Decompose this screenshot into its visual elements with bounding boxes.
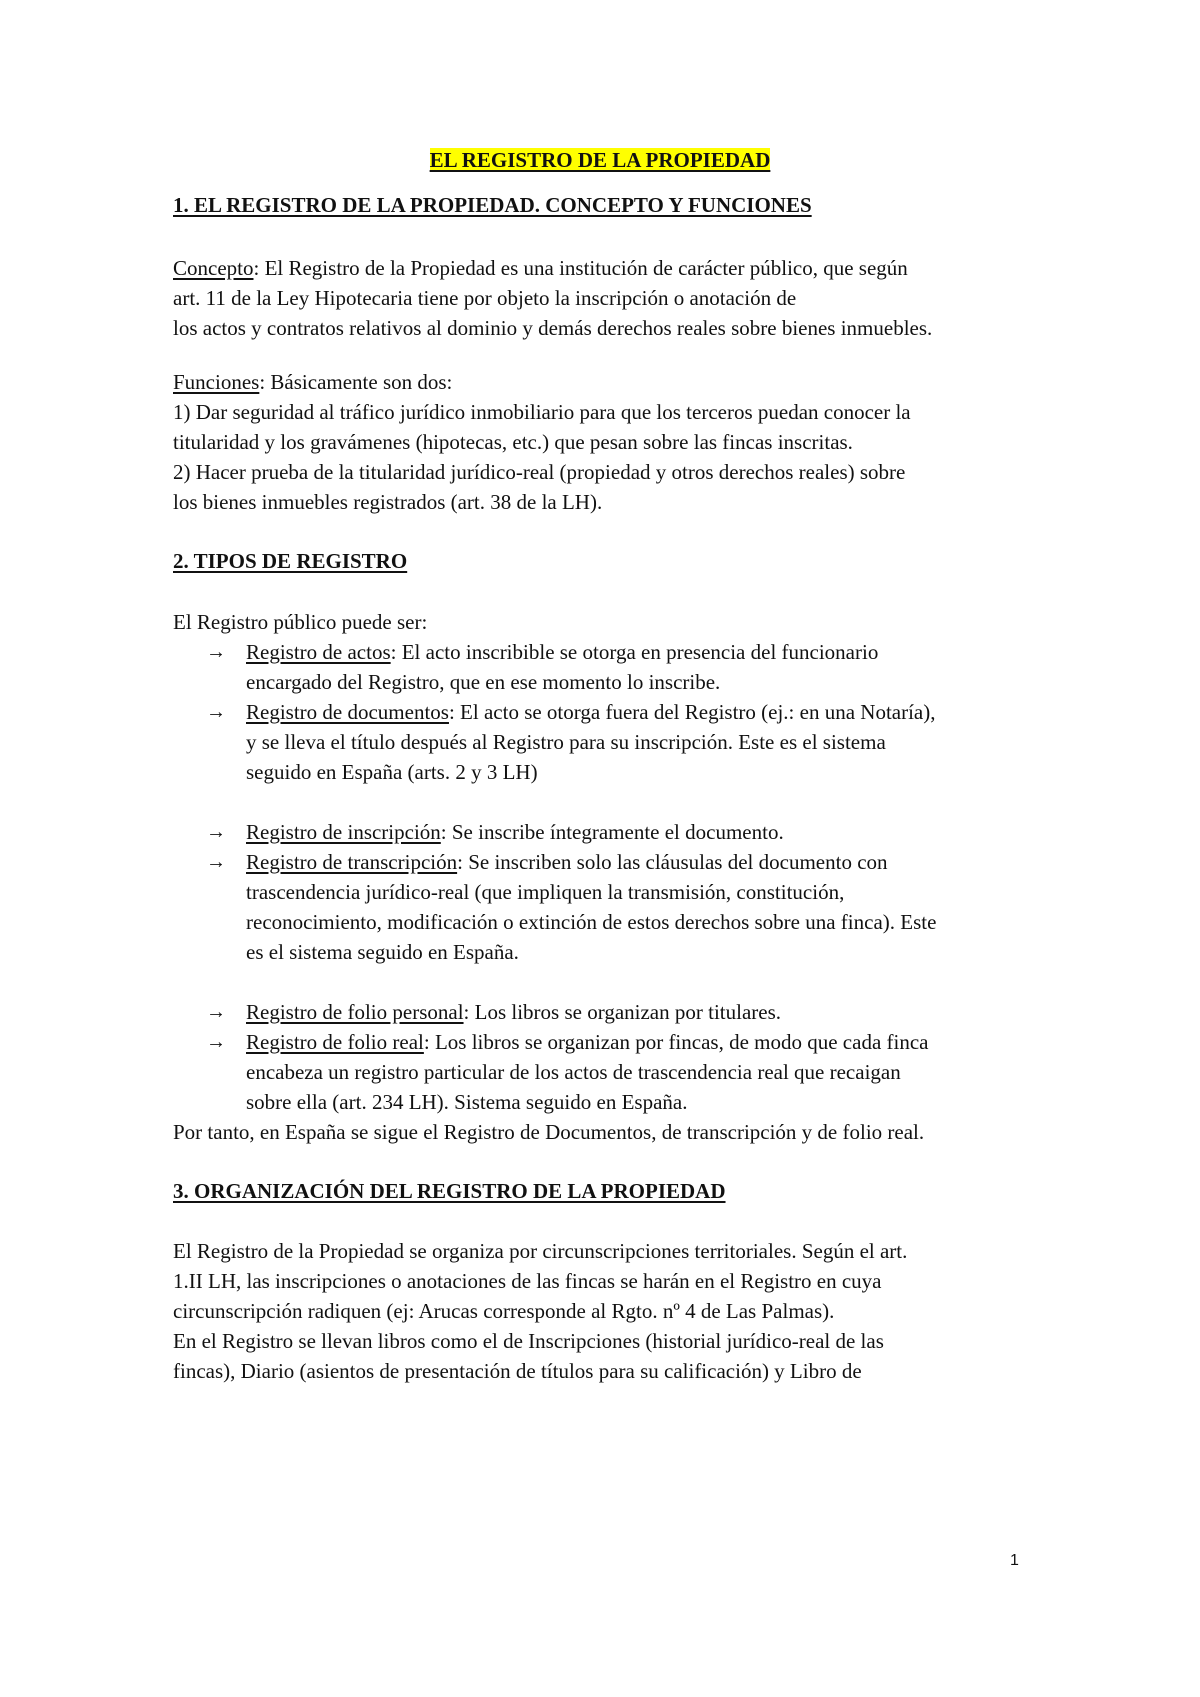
section-2-conclusion: Por tanto, en España se sigue el Registro de Documentos, de transcripción y de folio real. <box>173 1120 925 1144</box>
funciones-line-5: los bienes inmuebles registrados (art. 38 de la LH). <box>173 490 603 514</box>
arrow-icon: → <box>206 641 226 663</box>
concepto-label: Concepto <box>173 256 254 280</box>
document-title <box>0 145 1200 175</box>
section-3-heading: 3. ORGANIZACIÓN DEL REGISTRO DE LA PROPIEDAD <box>173 1179 726 1203</box>
section-3-line-5: fincas), Diario (asientos de presentación de títulos para su calificación) y Libro de <box>173 1359 862 1383</box>
concepto-line-3: los actos y contratos relativos al dominio y demás derechos reales sobre bienes inmuebles. <box>173 316 933 340</box>
item-continuation: trascendencia jurídico-real (que impliquen la transmisión, constitución, <box>246 880 845 904</box>
item-text: : Se inscribe íntegramente el documento. <box>440 820 784 844</box>
item-text: : El acto se otorga fuera del Registro (ej.: en una Notaría), <box>448 700 936 724</box>
section-3-line-2: 1.II LH, las inscripciones o anotaciones de las fincas se harán en el Registro en cuya <box>173 1269 882 1293</box>
item-label: Registro de actos <box>246 640 391 664</box>
item-text: : Los libros se organizan por titulares. <box>463 1000 782 1024</box>
funciones-line-1 <box>173 367 1036 397</box>
section-2-heading: 2. TIPOS DE REGISTRO <box>173 549 408 573</box>
concepto-line-1 <box>173 253 1036 283</box>
arrow-icon: → <box>206 821 226 843</box>
funciones-text: : Básicamente son dos: <box>259 370 453 394</box>
item-continuation: es el sistema seguido en España. <box>246 940 519 964</box>
item-label: Registro de inscripción <box>246 820 441 844</box>
item-continuation: sobre ella (art. 234 LH). Sistema seguido en España. <box>246 1090 688 1114</box>
item-label: Registro de folio personal <box>246 1000 464 1024</box>
list-item-registro-folio-personal <box>246 997 1036 1027</box>
arrow-icon: → <box>206 1031 226 1053</box>
section-2-intro: El Registro público puede ser: <box>173 610 428 634</box>
section-3-line-4: En el Registro se llevan libros como el de Inscripciones (historial jurídico-real de las <box>173 1329 884 1353</box>
list-item-registro-folio-real <box>246 1027 1036 1057</box>
concepto-line-2: art. 11 de la Ley Hipotecaria tiene por objeto la inscripción o anotación de <box>173 286 797 310</box>
funciones-line-2: 1) Dar seguridad al tráfico jurídico inmobiliario para que los terceros puedan conocer la <box>173 400 911 424</box>
section-1-heading: 1. EL REGISTRO DE LA PROPIEDAD. CONCEPTO Y FUNCIONES <box>173 193 812 217</box>
arrow-icon: → <box>206 701 226 723</box>
concepto-text: : El Registro de la Propiedad es una institución de carácter público, que según <box>253 256 908 280</box>
arrow-icon: → <box>206 1001 226 1023</box>
item-label: Registro de documentos <box>246 700 449 724</box>
item-continuation: y se lleva el título después al Registro para su inscripción. Este es el sistema <box>246 730 886 754</box>
item-text: : Los libros se organizan por fincas, de modo que cada finca <box>423 1030 929 1054</box>
funciones-line-3: titularidad y los gravámenes (hipotecas, etc.) que pesan sobre las fincas inscritas. <box>173 430 853 454</box>
list-item-registro-documentos <box>246 697 1036 727</box>
item-continuation: seguido en España (arts. 2 y 3 LH) <box>246 760 538 784</box>
item-continuation: encargado del Registro, que en ese momento lo inscribe. <box>246 670 721 694</box>
title-text: EL REGISTRO DE LA PROPIEDAD <box>429 148 771 172</box>
section-3-line-1: El Registro de la Propiedad se organiza por circunscripciones territoriales. Según el art. <box>173 1239 908 1263</box>
item-continuation: encabeza un registro particular de los actos de trascendencia real que recaigan <box>246 1060 901 1084</box>
funciones-line-4: 2) Hacer prueba de la titularidad jurídico-real (propiedad y otros derechos reales) sobre <box>173 460 906 484</box>
item-label: Registro de transcripción <box>246 850 458 874</box>
arrow-icon: → <box>206 851 226 873</box>
list-item-registro-inscripcion <box>246 817 1036 847</box>
list-item-registro-transcripcion <box>246 847 1036 877</box>
item-text: : El acto inscribible se otorga en presencia del funcionario <box>390 640 879 664</box>
list-item-registro-actos <box>246 637 1036 667</box>
funciones-label: Funciones <box>173 370 260 394</box>
item-continuation: reconocimiento, modificación o extinción de estos derechos sobre una finca). Este <box>246 910 937 934</box>
item-text: : Se inscriben solo las cláusulas del documento con <box>457 850 888 874</box>
item-label: Registro de folio real <box>246 1030 424 1054</box>
section-3-line-3: circunscripción radiquen (ej: Arucas corresponde al Rgto. nº 4 de Las Palmas). <box>173 1299 835 1323</box>
page-number: 1 <box>1010 1552 1019 1569</box>
